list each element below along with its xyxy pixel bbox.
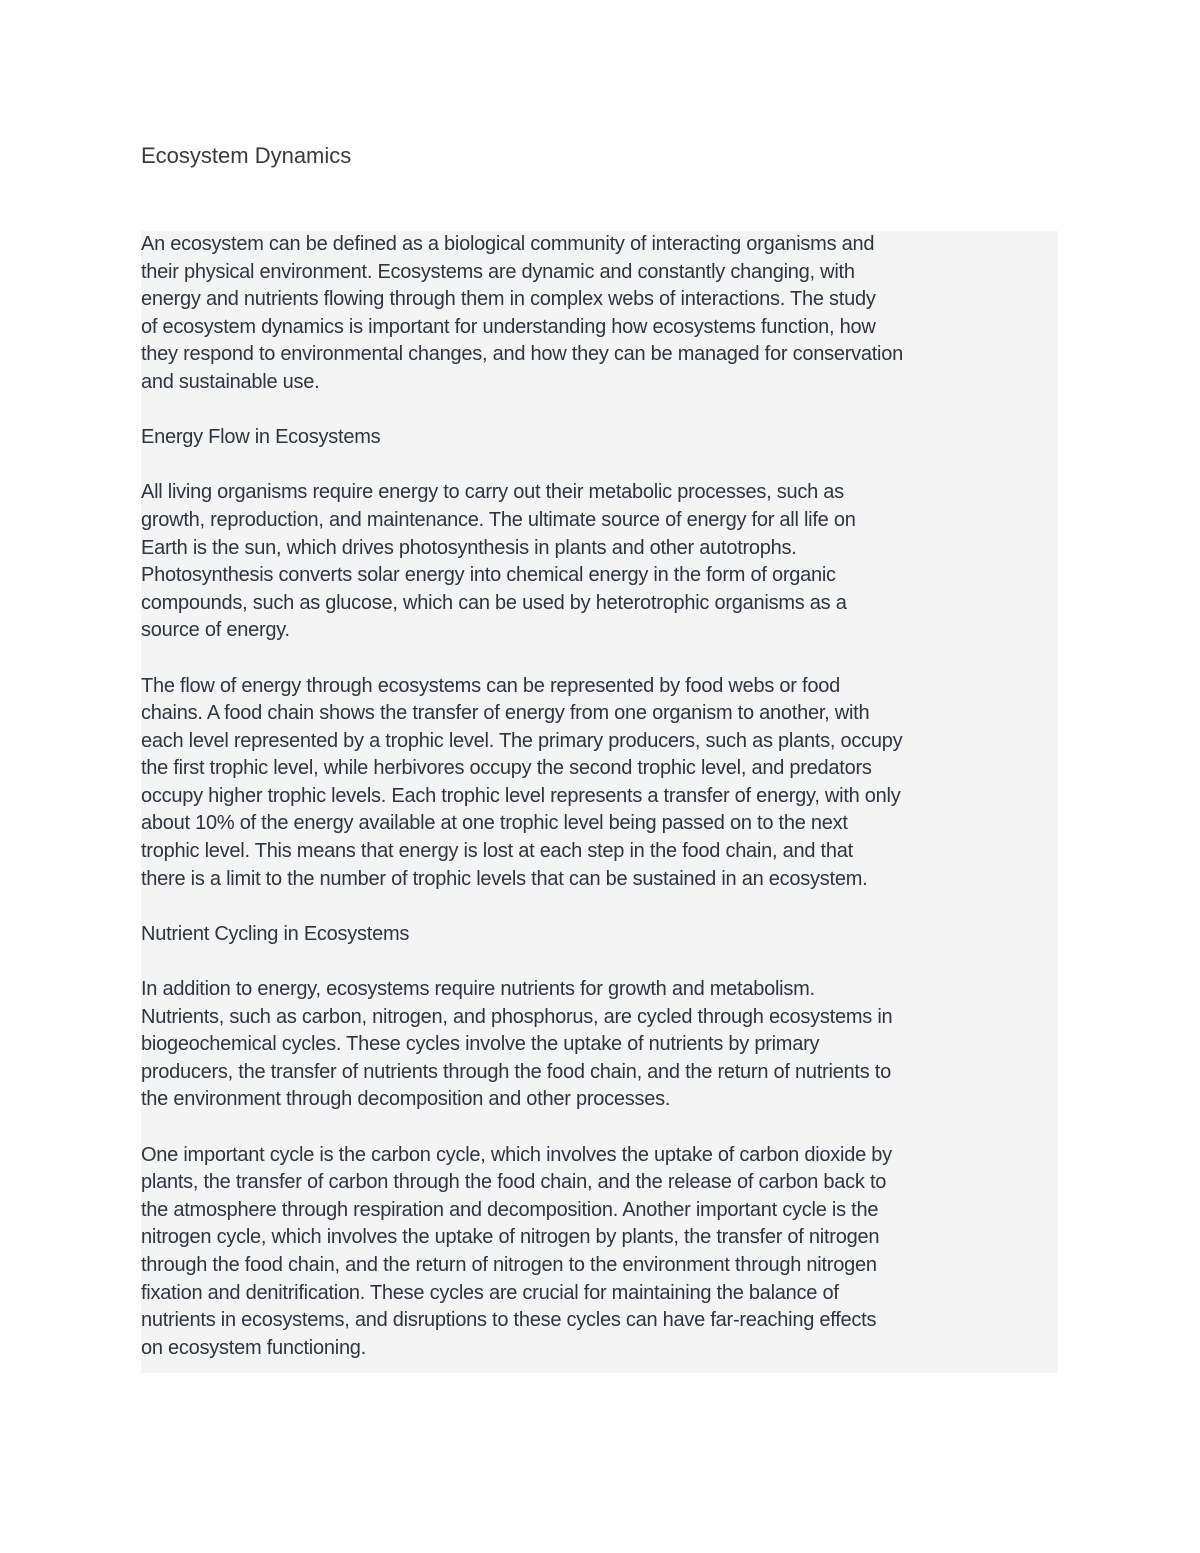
text-line: An ecosystem can be defined as a biological community of interacting organisms and bbox=[141, 233, 875, 255]
text-line: plants, the transfer of carbon through the food chain, and the release of carbon back to bbox=[141, 1171, 887, 1194]
text-line: there is a limit to the number of trophic levels that can be sustained in an ecosystem. bbox=[141, 867, 868, 890]
text-line: and sustainable use. bbox=[141, 370, 320, 393]
text-line: through the food chain, and the return of nitrogen to the environment through nitrogen bbox=[141, 1253, 877, 1276]
section-heading-nutrient-cycling: Nutrient Cycling in Ecosystems bbox=[141, 922, 410, 945]
nutrient-paragraph-1 bbox=[141, 976, 1058, 1114]
text-line: All living organisms require energy to carry out their metabolic processes, such as bbox=[141, 481, 844, 504]
text-line: trophic level. This means that energy is lost at each step in the food chain, and that bbox=[141, 840, 853, 863]
paragraph-spacer bbox=[141, 452, 1058, 480]
document-body bbox=[141, 231, 1058, 1373]
energy-paragraph-2 bbox=[141, 673, 1058, 894]
text-line: Photosynthesis converts solar energy into chemical energy in the form of organic bbox=[141, 564, 836, 587]
intro-paragraph bbox=[141, 231, 1058, 397]
text-line: biogeochemical cycles. These cycles involve the uptake of nutrients by primary bbox=[141, 1033, 820, 1056]
text-line: fixation and denitrification. These cycles are crucial for maintaining the balance of bbox=[141, 1281, 839, 1304]
text-line: chains. A food chain shows the transfer of energy from one organism to another, with bbox=[141, 702, 870, 725]
paragraph-spacer bbox=[141, 1114, 1058, 1142]
text-line: growth, reproduction, and maintenance. The ultimate source of energy for all life on bbox=[141, 508, 856, 531]
paragraph-spacer bbox=[141, 948, 1058, 976]
text-line: the atmosphere through respiration and decomposition. Another important cycle is the bbox=[141, 1198, 879, 1221]
document-title: Ecosystem Dynamics bbox=[141, 143, 352, 168]
text-line: about 10% of the energy available at one trophic level being passed on to the next bbox=[141, 812, 848, 835]
text-line: nitrogen cycle, which involves the uptake of nitrogen by plants, the transfer of nitrogen bbox=[141, 1226, 880, 1249]
text-line: they respond to environmental changes, and how they can be managed for conservation bbox=[141, 343, 903, 366]
nutrient-paragraph-2 bbox=[141, 1142, 1058, 1363]
text-line: The flow of energy through ecosystems can be represented by food webs or food bbox=[141, 674, 840, 697]
text-line: of ecosystem dynamics is important for understanding how ecosystems function, how bbox=[141, 315, 876, 338]
paragraph-spacer bbox=[141, 645, 1058, 673]
text-line: source of energy. bbox=[141, 619, 290, 642]
text-line: Earth is the sun, which drives photosynthesis in plants and other autotrophs. bbox=[141, 536, 797, 559]
energy-paragraph-1 bbox=[141, 479, 1058, 645]
text-line: nutrients in ecosystems, and disruptions to these cycles can have far-reaching effects bbox=[141, 1309, 877, 1332]
text-line: producers, the transfer of nutrients through the food chain, and the return of nutrients to bbox=[141, 1060, 891, 1083]
text-line: In addition to energy, ecosystems require nutrients for growth and metabolism. bbox=[141, 978, 815, 1001]
text-line: on ecosystem functioning. bbox=[141, 1336, 366, 1359]
text-line: each level represented by a trophic level. The primary producers, such as plants, occupy bbox=[141, 729, 903, 752]
text-line: One important cycle is the carbon cycle, which involves the uptake of carbon dioxide by bbox=[141, 1143, 892, 1166]
text-line: the first trophic level, while herbivores occupy the second trophic level, and predators bbox=[141, 757, 872, 780]
text-line: compounds, such as glucose, which can be used by heterotrophic organisms as a bbox=[141, 591, 847, 614]
text-line: energy and nutrients flowing through them in complex webs of interactions. The study bbox=[141, 288, 876, 311]
section-heading-energy-flow: Energy Flow in Ecosystems bbox=[141, 426, 381, 449]
paragraph-spacer bbox=[141, 893, 1058, 921]
text-line: Nutrients, such as carbon, nitrogen, and phosphorus, are cycled through ecosystems in bbox=[141, 1005, 893, 1028]
text-line: occupy higher trophic levels. Each trophic level represents a transfer of energy, with only bbox=[141, 784, 901, 807]
paragraph-spacer bbox=[141, 397, 1058, 425]
text-line: their physical environment. Ecosystems are dynamic and constantly changing, with bbox=[141, 260, 855, 283]
text-line: the environment through decomposition and other processes. bbox=[141, 1088, 671, 1111]
